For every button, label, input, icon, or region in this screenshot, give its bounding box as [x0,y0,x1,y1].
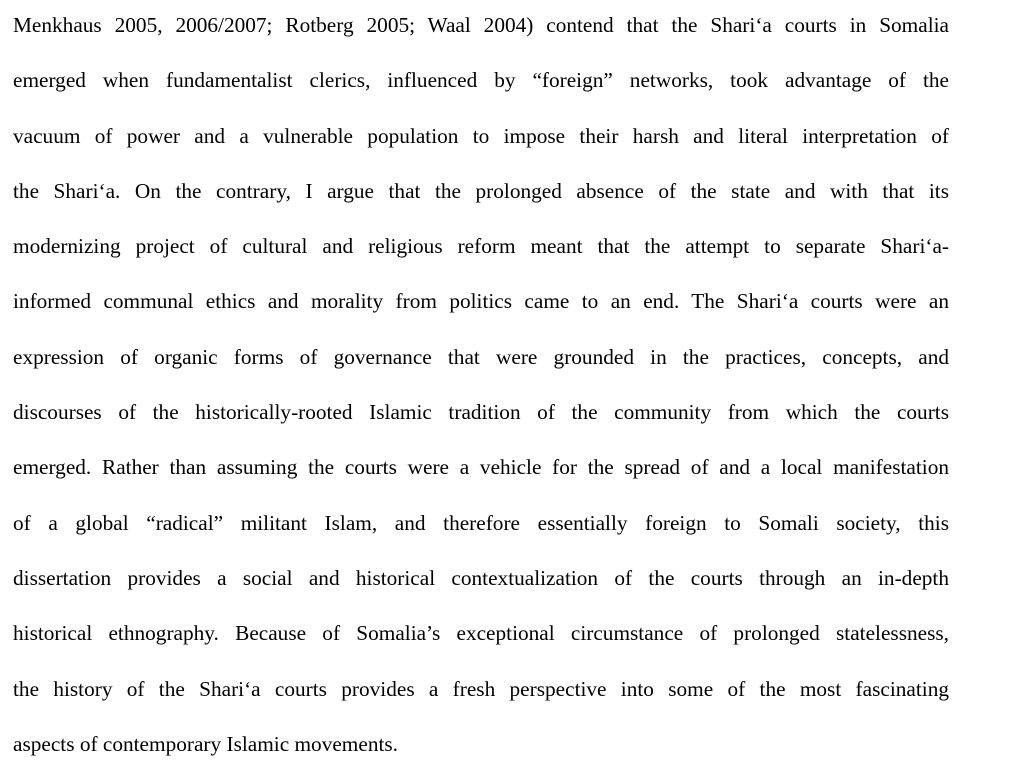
text-line-7: expression of organic forms of governance that were grounded in the practices, concepts, and [13,344,949,369]
text-line-14: aspects of contemporary Islamic movements. [13,731,398,756]
text-line-3: vacuum of power and a vulnerable population to impose their harsh and literal interpretation of [13,123,949,148]
text-line-5: modernizing project of cultural and religious reform meant that the attempt to separate Shariʻa- [13,234,949,259]
text-line-2: emerged when fundamentalist clerics, influenced by “foreign” networks, took advantage of the [13,68,949,93]
text-line-10: of a global “radical” militant Islam, and therefore essentially foreign to Somali society, this [13,510,949,535]
document-page [13,0,949,774]
text-line-9: emerged. Rather than assuming the courts were a vehicle for the spread of and a local manifestation [13,455,949,480]
text-line-1: Menkhaus 2005, 2006/2007; Rotberg 2005; Waal 2004) contend that the Shariʻa courts in Somalia [13,13,949,37]
text-line-4: the Shariʻa. On the contrary, I argue that the prolonged absence of the state and with that its [13,178,949,203]
text-line-6: informed communal ethics and morality from politics came to an end. The Shariʻa courts were an [13,289,949,314]
text-line-11: dissertation provides a social and historical contextualization of the courts through an in-depth [13,565,949,590]
text-line-12: historical ethnography. Because of Somalia’s exceptional circumstance of prolonged statelessness, [13,621,949,646]
text-line-13: the history of the Shariʻa courts provides a fresh perspective into some of the most fascinating [13,676,949,701]
text-line-8: discourses of the historically-rooted Islamic tradition of the community from which the courts [13,400,949,425]
body-paragraph [13,0,949,774]
